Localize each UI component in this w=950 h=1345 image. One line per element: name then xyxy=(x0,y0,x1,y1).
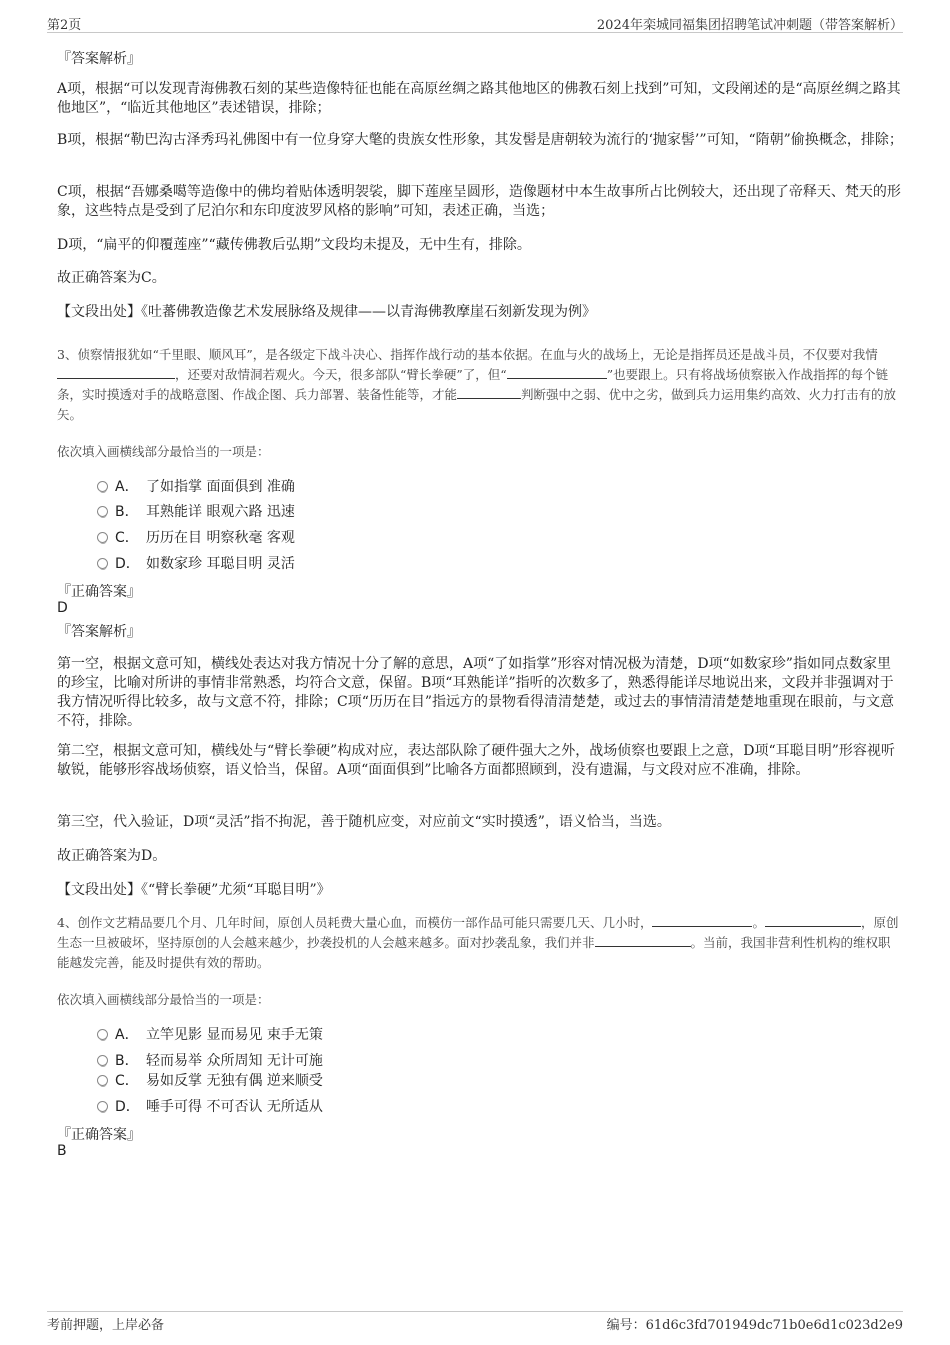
option-letter: C． xyxy=(115,530,139,546)
q4-stem-part3: 。当前，我国非营利性机构的维权职能越发完善，能及时提供有效的帮助。 xyxy=(57,935,891,970)
document-title: 2024年栾城同福集团招聘笔试冲刺题（带答案解析） xyxy=(596,18,903,33)
q3-analysis-3: 第三空，代入验证，D项“灵活”指不拘泥，善于随机应变，对应前文“实时摸透”，语义恰当，当选。 xyxy=(57,814,671,830)
option-text: 易如反掌 无独有偶 逆来顺受 xyxy=(146,1073,323,1089)
option-letter: B． xyxy=(115,1053,139,1069)
q3-stem-part1: 3、侦察情报犹如“千里眼、顺风耳”，是各级定下战斗决心、指挥作战行动的基本依据。在血与火的战场上，无论是指挥员还是战斗员，不仅要对我情 xyxy=(57,347,878,362)
option-letter: A． xyxy=(115,479,139,495)
q2-analysis-label: 『答案解析』 xyxy=(57,51,141,67)
option-text: 唾手可得 不可否认 无所适从 xyxy=(146,1099,323,1115)
q2-analysis-d: D项，“扁平的仰覆莲座”“藏传佛教后弘期”文段均未提及，无中生有，排除。 xyxy=(57,237,531,253)
q3-answer: D xyxy=(57,600,68,616)
q3-stem xyxy=(57,345,903,425)
page-number: 第2页 xyxy=(47,18,82,33)
q3-blank-1 xyxy=(57,365,175,379)
q3-analysis-1: 第一空，根据文意可知，横线处表达对我方情况十分了解的意思，A项“了如指掌”形容对情况极为清楚，D项“如数家珍”指如同点数家里的珍宝，比喻对所讲的事情非常熟悉，均符合文意，保留。B项“耳熟能详”指听的次数多了，熟悉得能详尽地说出来，文段并非强调对于我方情况听得比较多，故与文意不符，排除；C项“历历在目”指远方的景物看得清清楚楚，或过去的事情清清楚楚地重现在眼前，与文意不符，排除。 xyxy=(57,656,895,729)
footer-divider xyxy=(47,1311,903,1313)
option-text: 了如指掌 面面俱到 准确 xyxy=(146,479,295,495)
q4-blank-2 xyxy=(765,913,861,927)
page-header xyxy=(47,10,903,33)
q3-blank-2 xyxy=(507,365,607,379)
q3-stem-part2: ，还要对敌情洞若观火。今天，很多部队“臂长拳硬”了，但“ xyxy=(175,367,507,382)
footer-slogan: 考前押题，上岸必备 xyxy=(47,1318,165,1333)
footer-doc-id: 编号：61d6c3fd701949dc71b0e6d1c023d2e9 xyxy=(606,1318,903,1333)
q4-blank-1 xyxy=(652,913,752,927)
q4-answer: B xyxy=(57,1143,67,1159)
radio-icon[interactable] xyxy=(97,558,108,569)
radio-icon[interactable] xyxy=(97,1075,108,1086)
q2-analysis-a: A项，根据“可以发现青海佛教石刻的某些造像特征也能在高原丝绸之路其他地区的佛教石刻上找到”可知，文段阐述的是“高原丝绸之路其他地区”，“临近其他地区”表述错误，排除； xyxy=(57,81,901,116)
option-text: 耳熟能详 眼观六路 迅速 xyxy=(146,504,295,520)
option-letter: B． xyxy=(115,504,139,520)
q4-correct-label: 『正确答案』 xyxy=(57,1127,141,1143)
q3-correct-label: 『正确答案』 xyxy=(57,584,141,600)
radio-icon[interactable] xyxy=(97,1101,108,1112)
option-letter: C． xyxy=(115,1073,139,1089)
q4-instruction: 依次填入画横线部分最恰当的一项是： xyxy=(57,992,270,1007)
q3-instruction: 依次填入画横线部分最恰当的一项是： xyxy=(57,444,270,459)
option-letter: A． xyxy=(115,1027,139,1043)
q2-analysis-c: C项，根据“吾娜桑噶等造像中的佛均着贴体透明袈裟，脚下莲座呈圆形，造像题材中本生故事所占比例较大，还出现了帝释天、梵天的形象，这些特点是受到了尼泊尔和东印度波罗风格的影响”可知，表述正确，当选； xyxy=(57,184,901,219)
radio-icon[interactable] xyxy=(97,1055,108,1066)
q3-conclusion: 故正确答案为D。 xyxy=(57,848,167,864)
q3-source: 【文段出处】《“臂长拳硬”尤须“耳聪目明”》 xyxy=(57,882,331,898)
option-text: 如数家珍 耳聪目明 灵活 xyxy=(146,556,295,572)
radio-icon[interactable] xyxy=(97,481,108,492)
q4-stem-part2: ，原创生态一旦被破坏，坚持原创的人会越来越少，抄袭投机的人会越来越多。面对抄袭乱象，我们并非 xyxy=(57,915,899,950)
q4-stem xyxy=(57,913,903,973)
option-letter: D． xyxy=(115,1099,140,1115)
q4-stem-part1: 4、创作文艺精品要几个月、几年时间，原创人员耗费大量心血，而模仿一部作品可能只需要几天、几小时， xyxy=(57,915,653,930)
q4-stem-punct: 。 xyxy=(752,915,765,930)
option-text: 轻而易举 众所周知 无计可施 xyxy=(146,1053,323,1069)
q3-analysis-label: 『答案解析』 xyxy=(57,624,141,640)
q3-analysis-2: 第二空，根据文意可知，横线处与“臂长拳硬”构成对应，表达部队除了硬件强大之外，战场侦察也要跟上之意，D项“耳聪目明”形容视听敏锐，能够形容战场侦察，语义恰当，保留。A项“面面俱到”比喻各方面都照顾到，没有遗漏，与文段对应不准确，排除。 xyxy=(57,743,895,778)
q2-conclusion: 故正确答案为C。 xyxy=(57,270,166,286)
q2-source: 【文段出处】《吐蕃佛教造像艺术发展脉络及规律——以青海佛教摩崖石刻新发现为例》 xyxy=(57,304,596,320)
q4-blank-3 xyxy=(595,933,691,947)
option-text: 历历在目 明察秋毫 客观 xyxy=(146,530,295,546)
q3-blank-3 xyxy=(457,385,521,399)
radio-icon[interactable] xyxy=(97,1029,108,1040)
option-letter: D． xyxy=(115,556,140,572)
q3-stem-part3: ”也要跟上。只有将战场侦察嵌入作战指挥的每个链条，实时摸透对手的战略意图、作战企图、兵力部署、装备性能等，才能 xyxy=(57,367,889,402)
q2-analysis-b: B项，根据“勒巴沟古泽秀玛礼佛图中有一位身穿大氅的贵族女性形象，其发髻是唐朝较为流行的‘抛家髻’”可知，“隋朝”偷换概念，排除； xyxy=(57,132,903,148)
radio-icon[interactable] xyxy=(97,532,108,543)
radio-icon[interactable] xyxy=(97,506,108,517)
option-text: 立竿见影 显而易见 束手无策 xyxy=(146,1027,323,1043)
q3-stem-part4: 判断强中之弱、优中之劣，做到兵力运用集约高效、火力打击有的放矢。 xyxy=(57,387,897,422)
